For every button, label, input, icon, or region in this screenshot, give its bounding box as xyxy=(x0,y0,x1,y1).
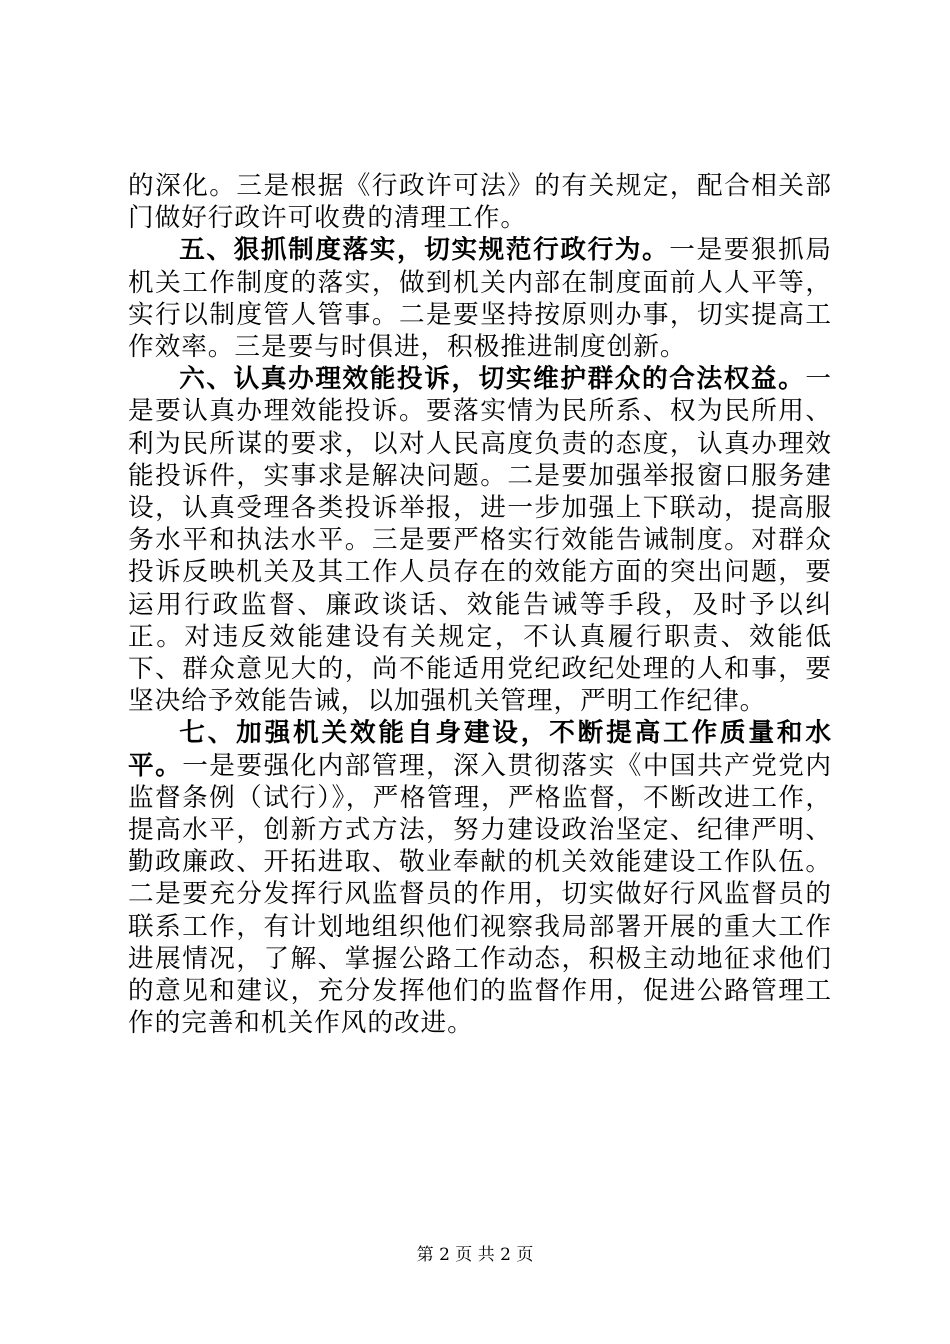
paragraph-section-6 xyxy=(128,363,832,717)
section-heading: 五、狠抓制度落实，切实规范行政行为。 xyxy=(179,235,670,266)
page-number: 第 2 页 共 2 页 xyxy=(416,1245,534,1265)
paragraph-section-5 xyxy=(128,234,832,363)
page-footer xyxy=(0,1244,950,1266)
paragraph-body: 一是要强化内部管理，深入贯彻落实《中国共产党党内监督条例（试行）》，严格管理，严格监督，不断改进工作，提高水平，创新方式方法，努力建设政治坚定、纪律严明、勤政廉政、开拓进取、敬业奉献的机关效能建设工作队伍。二是要充分发挥行风监督员的作用，切实做好行风监督员的联系工作，有计划地组织他们视察我局部署开展的重大工作进展情况，了解、掌握公路工作动态，积极主动地征求他们的意见和建议，充分发挥他们的监督作用，促进公路管理工作的完善和机关作风的改进。 xyxy=(128,750,832,1039)
paragraph-body: 一是要认真办理效能投诉。要落实情为民所系、权为民所用、利为民所谋的要求，以对人民高度负责的态度，认真办理效能投诉件，实事求是解决问题。二是要加强举报窗口服务建设，认真受理各类投诉举报，进一步加强上下联动，提高服务水平和执法水平。三是要严格实行效能告诫制度。对群众投诉反映机关及其工作人员存在的效能方面的突出问题，要运用行政监督、廉政谈话、效能告诫等手段，及时予以纠正。对违反效能建设有关规定，不认真履行职责、效能低下、群众意见大的，尚不能适用党纪政纪处理的人和事，要坚决给予效能告诫，以加强机关管理，严明工作纪律。 xyxy=(128,364,832,717)
paragraph-body: 的深化。三是根据《行政许可法》的有关规定，配合相关部门做好行政许可收费的清理工作。 xyxy=(128,171,832,234)
paragraph-body: 一是要狠抓局机关工作制度的落实，做到机关内部在制度面前人人平等，实行以制度管人管事。二是要坚持按原则办事，切实提高工作效率。三是要与时俱进，积极推进制度创新。 xyxy=(128,235,832,363)
paragraph-continuation xyxy=(128,170,832,234)
section-heading: 六、认真办理效能投诉，切实维护群众的合法权益。 xyxy=(179,364,806,395)
section-heading: 七、加强机关效能自身建设，不断提高工作质量和水平。 xyxy=(128,718,832,781)
paragraph-section-7 xyxy=(128,717,832,1039)
document-body xyxy=(128,170,832,1039)
